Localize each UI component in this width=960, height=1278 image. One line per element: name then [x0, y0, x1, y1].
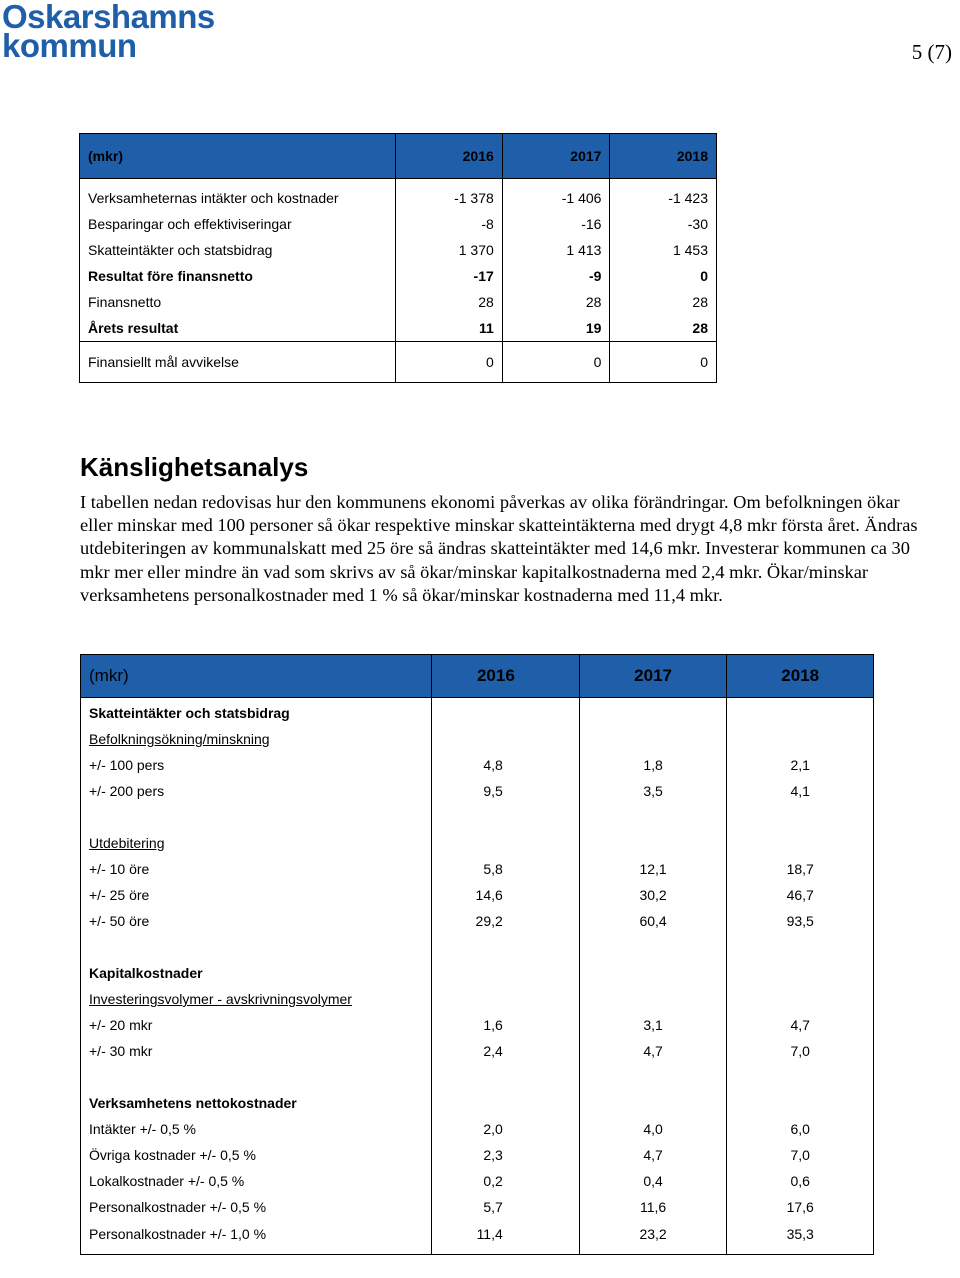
cell-value: 60,4 — [579, 908, 727, 934]
header-cell: 2017 — [502, 134, 610, 179]
row-label: +/- 10 öre — [81, 856, 432, 882]
group-title-row — [81, 698, 874, 727]
logo-line-2: kommun — [2, 27, 137, 64]
group-subtitle-row — [81, 830, 874, 856]
cell-value: 0 — [396, 342, 503, 383]
row-label: Personalkostnader +/- 0,5 % — [81, 1194, 432, 1220]
group-subtitle-row — [81, 986, 874, 1012]
table-row — [81, 752, 874, 778]
cell-value: 4,7 — [579, 1142, 727, 1168]
cell-value: 19 — [502, 315, 610, 342]
row-label: Verksamheternas intäkter och kostnader — [80, 179, 396, 212]
cell-value: 0,2 — [432, 1168, 580, 1194]
group-title-row — [81, 1090, 874, 1116]
cell-value: 1 453 — [610, 237, 717, 263]
header-cell: 2018 — [610, 134, 717, 179]
cell-value: 11,6 — [579, 1194, 727, 1220]
row-label: Besparingar och effektiviseringar — [80, 211, 396, 237]
cell-value: 1,6 — [432, 1012, 580, 1038]
row-label: +/- 100 pers — [81, 752, 432, 778]
logo-line-1: Oskarshamns — [2, 0, 215, 35]
table-row — [81, 908, 874, 934]
logo — [2, 0, 215, 64]
row-label: +/- 50 öre — [81, 908, 432, 934]
row-label: Personalkostnader +/- 1,0 % — [81, 1220, 432, 1255]
section-paragraph: I tabellen nedan redovisas hur den kommunens ekonomi påverkas av olika förändringar. Om befolkningen ökar eller minskar med 100 personer så ökar respektive minskar skatteintäkterna med drygt 4,8 mkr första året. Ändras utdebiteringen av kommunalskatt med 25 öre så ändras skatteintäkter med 14,6 mkr. Investerar kommunen ca 30 mkr mer eller mindre än vad som skrivs av så ökar/minskar kapitalkostnaderna med 2,4 mkr. Ökar/minskar verksamhetens personalkostnader med 1 % så ökar/minskar kostnaderna med 11,4 mkr. — [80, 492, 918, 605]
group-title: Verksamhetens nettokostnader — [81, 1090, 432, 1116]
cell-value: 6,0 — [727, 1116, 874, 1142]
table-row — [80, 237, 717, 263]
sensitivity-table — [80, 654, 874, 1255]
group-subtitle: Befolkningsökning/minskning — [81, 726, 432, 752]
cell-value: -30 — [610, 211, 717, 237]
row-label: Resultat före finansnetto — [80, 263, 396, 289]
table-row — [81, 1038, 874, 1064]
table-row — [81, 1194, 874, 1220]
cell-value: 2,1 — [727, 752, 874, 778]
cell-value: 0 — [502, 342, 610, 383]
header-cell: (mkr) — [81, 655, 432, 698]
cell-value: 28 — [502, 289, 610, 315]
table-row — [81, 1012, 874, 1038]
cell-value: 5,7 — [432, 1194, 580, 1220]
cell-value: 3,1 — [579, 1012, 727, 1038]
goal-row — [80, 342, 717, 383]
cell-value: 0,4 — [579, 1168, 727, 1194]
cell-value: 0,6 — [727, 1168, 874, 1194]
page-number: 5 (7) — [911, 40, 952, 64]
cell-value: -17 — [396, 263, 503, 289]
budget-table-header — [80, 134, 717, 179]
cell-value: 4,0 — [579, 1116, 727, 1142]
row-label: Skatteintäkter och statsbidrag — [80, 237, 396, 263]
cell-value: -1 423 — [610, 179, 717, 212]
table-row — [81, 856, 874, 882]
cell-value: 1 370 — [396, 237, 503, 263]
cell-value: 7,0 — [727, 1038, 874, 1064]
cell-value: 4,1 — [727, 778, 874, 804]
cell-value: 30,2 — [579, 882, 727, 908]
cell-value: 1,8 — [579, 752, 727, 778]
spacer-row — [81, 934, 874, 960]
header-cell: 2016 — [396, 134, 503, 179]
cell-value: 14,6 — [432, 882, 580, 908]
row-label: +/- 25 öre — [81, 882, 432, 908]
row-label: Intäkter +/- 0,5 % — [81, 1116, 432, 1142]
row-label: Årets resultat — [80, 315, 396, 342]
cell-value: -9 — [502, 263, 610, 289]
cell-value: 4,7 — [727, 1012, 874, 1038]
table-row — [81, 778, 874, 804]
cell-value: 35,3 — [727, 1220, 874, 1255]
table-row — [81, 1168, 874, 1194]
cell-value: 93,5 — [727, 908, 874, 934]
cell-value: 11 — [396, 315, 503, 342]
table-row — [81, 1220, 874, 1255]
group-title: Skatteintäkter och statsbidrag — [81, 698, 432, 727]
spacer-row — [81, 804, 874, 830]
cell-value: 0 — [610, 263, 717, 289]
cell-value: 4,7 — [579, 1038, 727, 1064]
cell-value: 12,1 — [579, 856, 727, 882]
header-cell: 2018 — [727, 655, 874, 698]
cell-value: 5,8 — [432, 856, 580, 882]
group-subtitle-row — [81, 726, 874, 752]
table-row — [81, 1116, 874, 1142]
cell-value: -1 406 — [502, 179, 610, 212]
table-row — [80, 315, 717, 342]
cell-value: 17,6 — [727, 1194, 874, 1220]
row-label: Finansnetto — [80, 289, 396, 315]
cell-value: 4,8 — [432, 752, 580, 778]
cell-value: 23,2 — [579, 1220, 727, 1255]
header-cell: (mkr) — [80, 134, 396, 179]
row-label: +/- 20 mkr — [81, 1012, 432, 1038]
cell-value: 29,2 — [432, 908, 580, 934]
cell-value: -1 378 — [396, 179, 503, 212]
cell-value: 2,3 — [432, 1142, 580, 1168]
cell-value: 28 — [610, 315, 717, 342]
header-cell: 2016 — [432, 655, 580, 698]
cell-value: 7,0 — [727, 1142, 874, 1168]
row-label: Finansiellt mål avvikelse — [80, 342, 396, 383]
table-row — [80, 179, 717, 212]
table-row — [80, 211, 717, 237]
table-row — [80, 289, 717, 315]
spacer-row — [81, 1064, 874, 1090]
cell-value: 1 413 — [502, 237, 610, 263]
section-title: Känslighetsanalys — [80, 452, 309, 482]
cell-value: 9,5 — [432, 778, 580, 804]
sensitivity-table-header — [81, 655, 874, 698]
cell-value: -16 — [502, 211, 610, 237]
cell-value: 2,0 — [432, 1116, 580, 1142]
budget-table — [79, 133, 717, 383]
cell-value: 3,5 — [579, 778, 727, 804]
table-row — [81, 882, 874, 908]
cell-value: 2,4 — [432, 1038, 580, 1064]
row-label: Övriga kostnader +/- 0,5 % — [81, 1142, 432, 1168]
row-label: +/- 30 mkr — [81, 1038, 432, 1064]
cell-value: 46,7 — [727, 882, 874, 908]
cell-value: 28 — [396, 289, 503, 315]
cell-value: -8 — [396, 211, 503, 237]
group-title-row — [81, 960, 874, 986]
cell-value: 11,4 — [432, 1220, 580, 1255]
group-title: Kapitalkostnader — [81, 960, 432, 986]
table-row — [81, 1142, 874, 1168]
cell-value: 0 — [610, 342, 717, 383]
group-subtitle: Investeringsvolymer - avskrivningsvolymer — [81, 986, 432, 1012]
table-row — [80, 263, 717, 289]
header-cell: 2017 — [579, 655, 727, 698]
group-subtitle: Utdebitering — [81, 830, 432, 856]
row-label: +/- 200 pers — [81, 778, 432, 804]
row-label: Lokalkostnader +/- 0,5 % — [81, 1168, 432, 1194]
cell-value: 18,7 — [727, 856, 874, 882]
cell-value: 28 — [610, 289, 717, 315]
